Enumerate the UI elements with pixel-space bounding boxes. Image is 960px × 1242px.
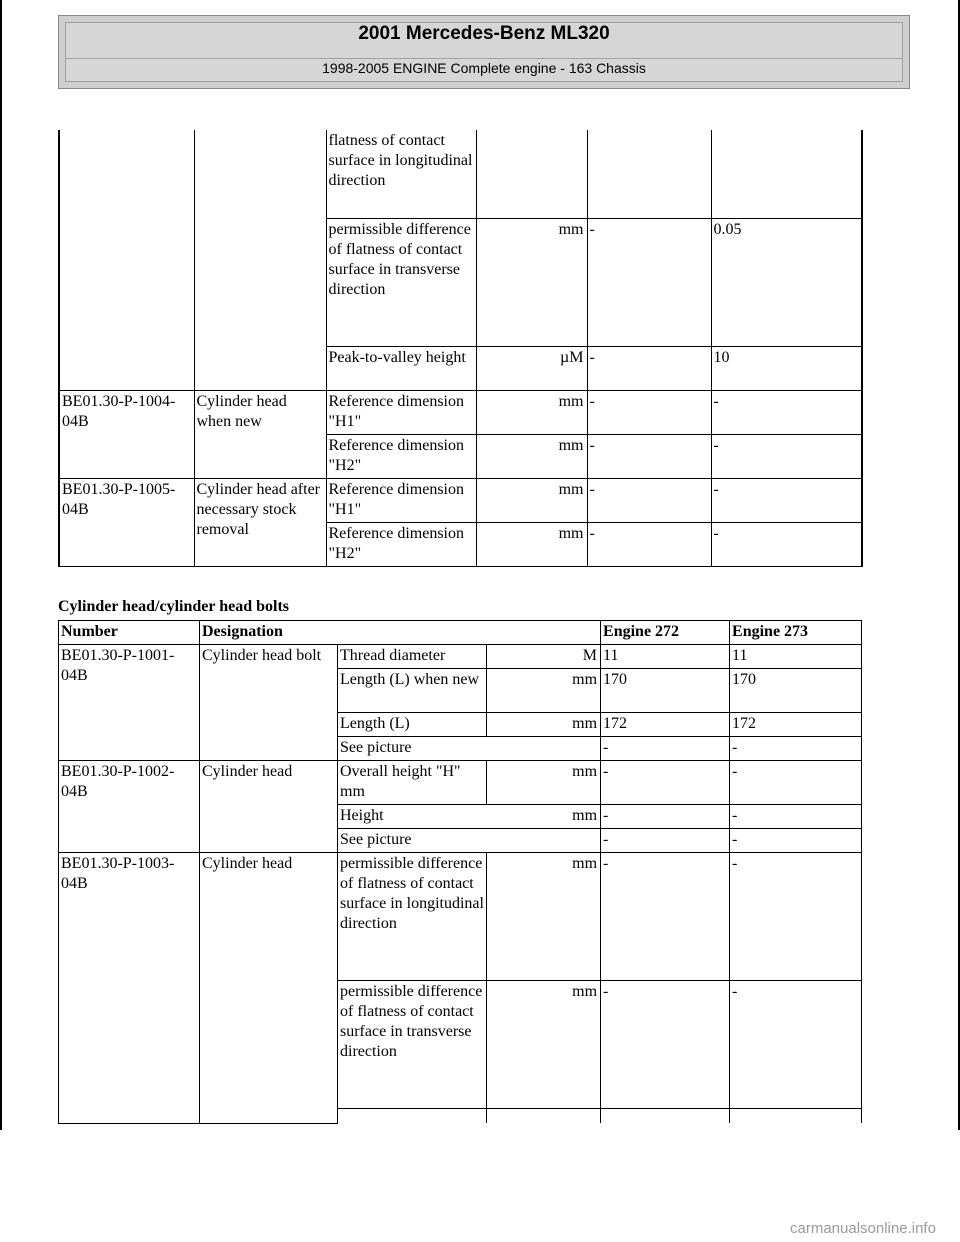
unit-cell: mm bbox=[487, 713, 601, 737]
page-border-left bbox=[0, 0, 2, 1130]
designation-cell: Cylinder head bbox=[200, 761, 338, 853]
number-cell: BE01.30-P-1004-04B bbox=[59, 391, 194, 479]
column-header-engine273: Engine 273 bbox=[730, 621, 862, 645]
parameter-cell: flatness of contact surface in longitudinal direction bbox=[326, 130, 476, 219]
engine273-cell: - bbox=[711, 479, 862, 523]
unit-cell: mm bbox=[487, 853, 601, 981]
engine272-cell bbox=[587, 130, 711, 219]
engine273-cell: 0.05 bbox=[711, 219, 862, 347]
parameter-cell: Length (L) bbox=[338, 713, 487, 737]
parameter-cell: See picture bbox=[338, 829, 601, 853]
parameter-cell bbox=[338, 1109, 487, 1124]
cylinder-head-bolts-table bbox=[58, 620, 862, 1124]
engine272-cell: - bbox=[601, 805, 730, 829]
designation-cell: Cylinder head bbox=[200, 853, 338, 1124]
table-row bbox=[59, 130, 862, 219]
unit-cell: mm bbox=[476, 435, 587, 479]
unit-cell: mm bbox=[487, 669, 601, 713]
section-caption: Cylinder head/cylinder head bolts bbox=[58, 598, 289, 615]
table-row bbox=[59, 479, 862, 523]
parameter-cell: permissible difference of flatness of contact surface in longitudinal direction bbox=[338, 853, 487, 981]
parameter-cell: permissible difference of flatness of contact surface in transverse direction bbox=[338, 981, 487, 1109]
unit-cell: M bbox=[487, 645, 601, 669]
parameter-label: Height bbox=[340, 807, 384, 824]
engine273-cell: - bbox=[730, 981, 862, 1109]
table-row bbox=[59, 645, 862, 669]
parameter-cell: See picture bbox=[338, 737, 601, 761]
engine272-cell: - bbox=[601, 829, 730, 853]
engine272-cell: - bbox=[587, 479, 711, 523]
engine273-cell: 170 bbox=[730, 669, 862, 713]
designation-cell: Cylinder head bolt bbox=[200, 645, 338, 761]
unit-cell: mm bbox=[476, 219, 587, 347]
engine272-cell: - bbox=[601, 737, 730, 761]
table-row bbox=[59, 853, 862, 981]
spec-table-continued bbox=[58, 130, 863, 567]
engine272-cell: 11 bbox=[601, 645, 730, 669]
engine272-cell: 170 bbox=[601, 669, 730, 713]
column-header-engine272: Engine 272 bbox=[601, 621, 730, 645]
engine272-cell: - bbox=[587, 219, 711, 347]
number-cell bbox=[59, 130, 194, 391]
engine272-cell: - bbox=[587, 435, 711, 479]
designation-cell: Cylinder head after necessary stock removal bbox=[194, 479, 326, 567]
column-header-designation: Designation bbox=[200, 621, 601, 645]
engine273-cell: - bbox=[730, 805, 862, 829]
engine272-cell: - bbox=[587, 523, 711, 567]
designation-cell: Cylinder head when new bbox=[194, 391, 326, 479]
parameter-cell: Peak-to-valley height bbox=[326, 347, 476, 391]
parameter-cell: permissible difference of flatness of contact surface in transverse direction bbox=[326, 219, 476, 347]
parameter-cell: Overall height "H" mm bbox=[338, 761, 487, 805]
table-row bbox=[59, 391, 862, 435]
parameter-cell: Thread diameter bbox=[338, 645, 487, 669]
table-row bbox=[59, 761, 862, 805]
engine273-cell: - bbox=[730, 737, 862, 761]
column-header-number: Number bbox=[59, 621, 200, 645]
engine272-cell bbox=[601, 1109, 730, 1124]
engine272-cell: - bbox=[587, 391, 711, 435]
unit-cell: µM bbox=[476, 347, 587, 391]
parameter-cell: Reference dimension "H1" bbox=[326, 479, 476, 523]
engine273-cell: - bbox=[711, 435, 862, 479]
engine273-cell: - bbox=[711, 391, 862, 435]
engine273-cell: 11 bbox=[730, 645, 862, 669]
unit-cell bbox=[476, 130, 587, 219]
engine272-cell: - bbox=[601, 981, 730, 1109]
engine273-cell: - bbox=[730, 829, 862, 853]
site-watermark: carmanualsonline.info bbox=[790, 1220, 936, 1237]
engine273-cell: - bbox=[730, 761, 862, 805]
document-title: 2001 Mercedes-Benz ML320 bbox=[358, 23, 610, 44]
unit-cell bbox=[487, 1109, 601, 1124]
engine273-cell: - bbox=[730, 853, 862, 981]
engine273-cell: 10 bbox=[711, 347, 862, 391]
document-subtitle: 1998-2005 ENGINE Complete engine - 163 Chassis bbox=[322, 60, 646, 76]
header-divider bbox=[65, 58, 903, 59]
unit-cell: mm bbox=[487, 981, 601, 1109]
parameter-cell: Reference dimension "H1" bbox=[326, 391, 476, 435]
parameter-cell: Reference dimension "H2" bbox=[326, 523, 476, 567]
designation-cell bbox=[194, 130, 326, 391]
unit-cell: mm bbox=[476, 391, 587, 435]
unit-cell: mm bbox=[487, 761, 601, 805]
unit-cell: mm bbox=[476, 479, 587, 523]
unit-cell: mm bbox=[476, 523, 587, 567]
number-cell: BE01.30-P-1002-04B bbox=[59, 761, 200, 853]
engine272-cell: 172 bbox=[601, 713, 730, 737]
engine272-cell: - bbox=[587, 347, 711, 391]
parameter-cell: Reference dimension "H2" bbox=[326, 435, 476, 479]
document-header bbox=[58, 15, 910, 89]
parameter-cell: Length (L) when new bbox=[338, 669, 487, 713]
engine272-cell: - bbox=[601, 761, 730, 805]
engine273-cell: 172 bbox=[730, 713, 862, 737]
number-cell: BE01.30-P-1001-04B bbox=[59, 645, 200, 761]
engine273-cell bbox=[730, 1109, 862, 1124]
unit-label: mm bbox=[572, 807, 598, 824]
engine273-cell: - bbox=[711, 523, 862, 567]
number-cell: BE01.30-P-1005-04B bbox=[59, 479, 194, 567]
parameter-cell bbox=[338, 805, 601, 829]
number-cell: BE01.30-P-1003-04B bbox=[59, 853, 200, 1124]
engine273-cell bbox=[711, 130, 862, 219]
engine272-cell: - bbox=[601, 853, 730, 981]
table-header-row bbox=[59, 621, 862, 645]
